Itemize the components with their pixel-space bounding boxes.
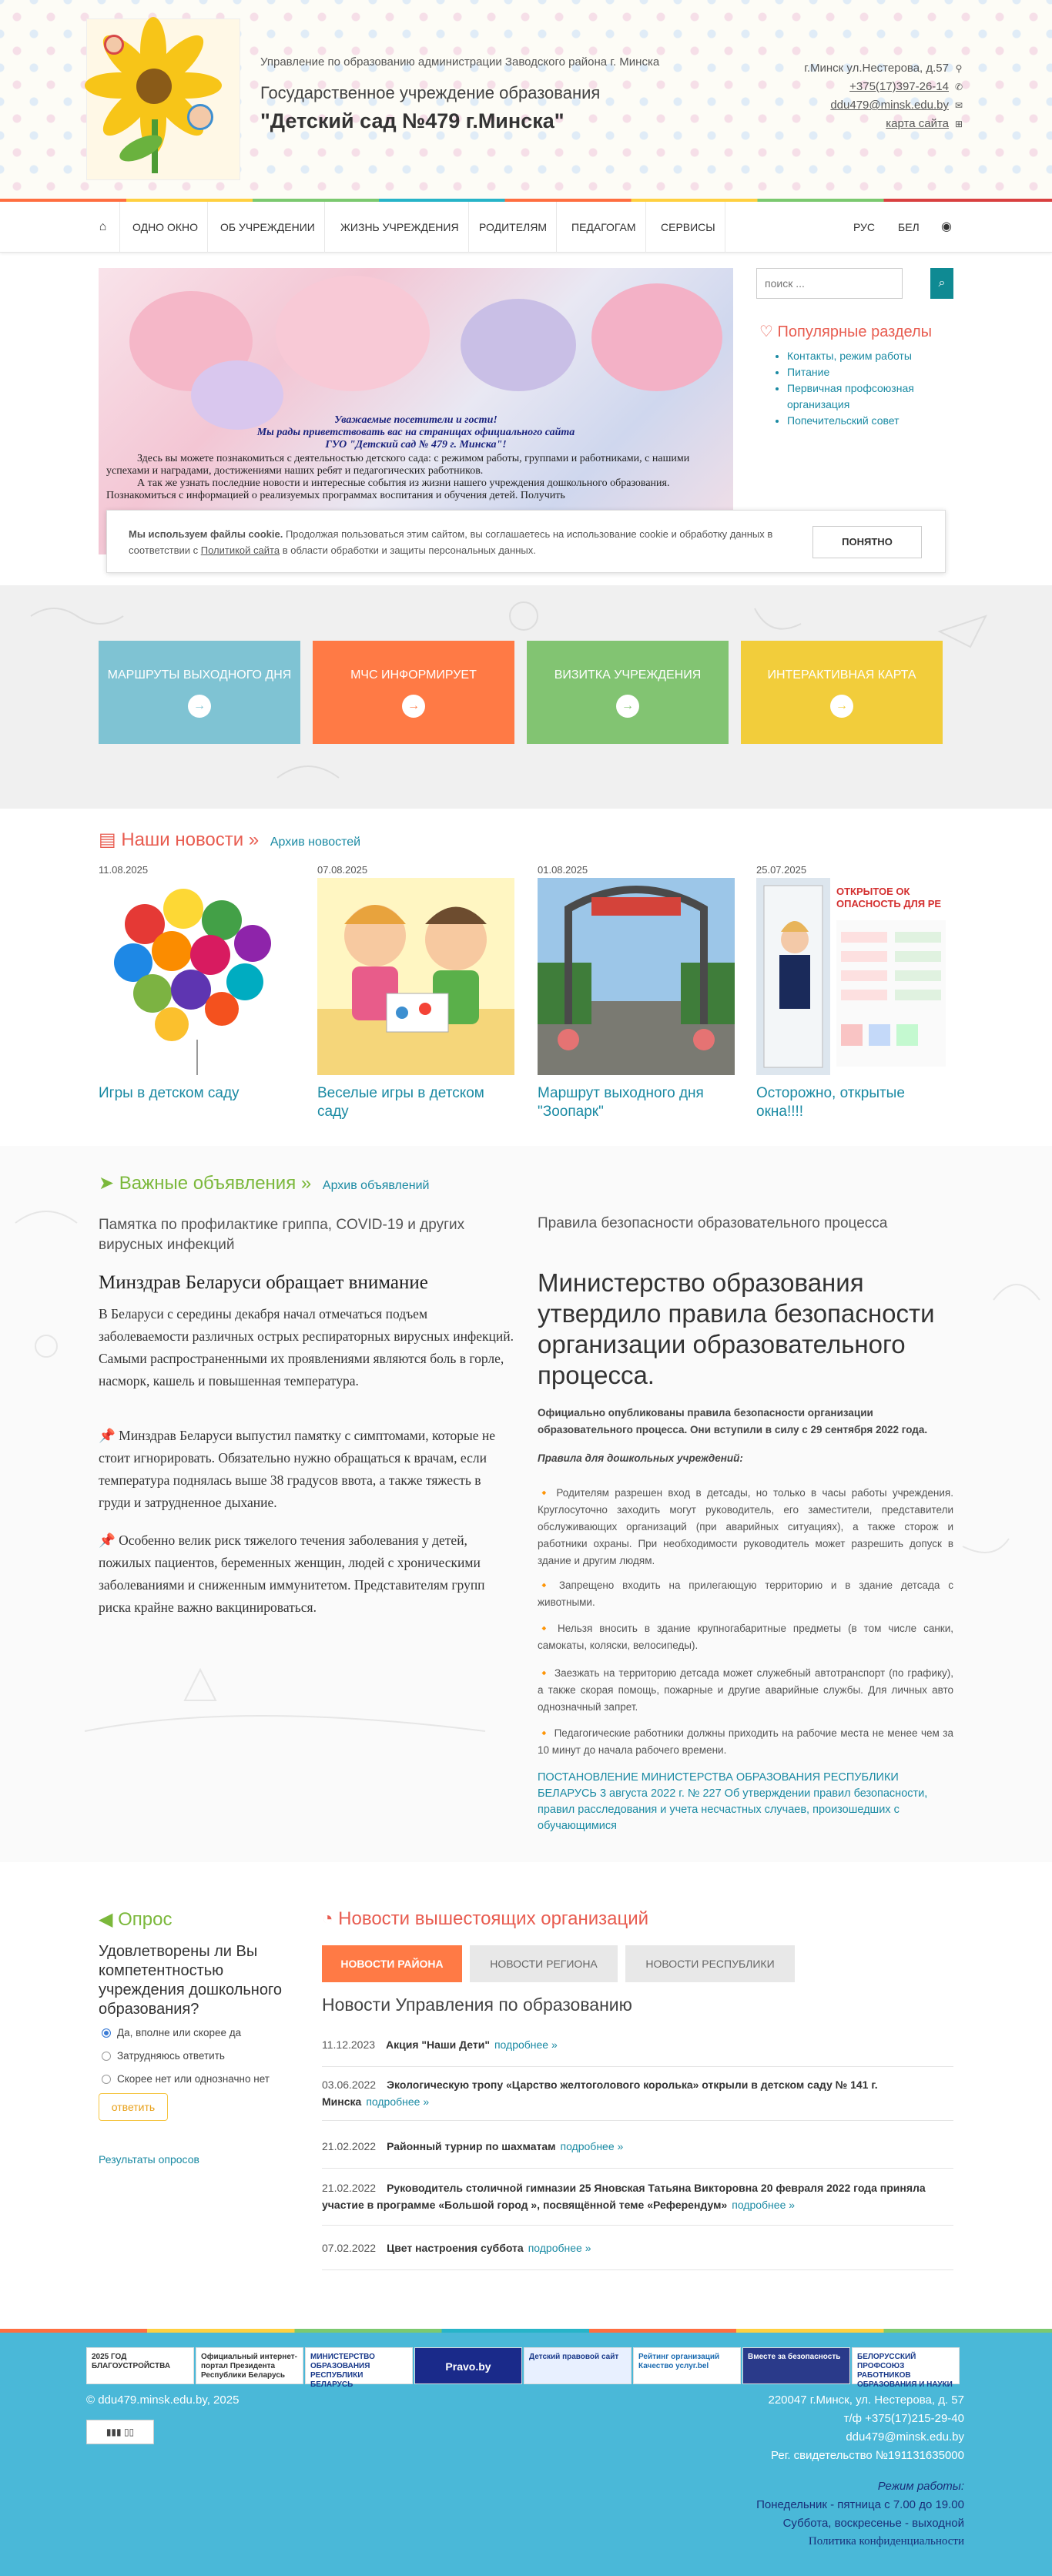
announcements-archive-link[interactable]: Архив объявлений (322, 1179, 430, 1192)
radio-checked[interactable] (102, 2028, 111, 2038)
footer-address: 220047 г.Минск, ул. Нестерова, д. 57 (768, 2393, 964, 2407)
poll-option-yes[interactable]: Да, вполне или скорее да (102, 2027, 241, 2038)
arrow-right-icon: → (188, 695, 211, 718)
eye-icon[interactable]: ◉ (941, 220, 952, 233)
announcement-flu-p1: В Беларуси с середины декабря начал отмечаться подъем заболеваемости различных острых респираторных вирусных инфекций. Самыми распространенными их проявлениями являются боль в горле, насморк, кашель и повышенная температура. (99, 1306, 514, 1388)
org-type: Государственное учреждение образования (260, 83, 601, 102)
megaphone-icon: ➤ (99, 1173, 119, 1194)
header-phone[interactable]: +375(17)397-26-14 ✆ (849, 80, 963, 93)
announcement-title-flu[interactable]: Памятка по профилактике гриппа, COVID-19 и других вирусных инфекций (99, 1217, 465, 1253)
popular-link-board[interactable]: • Попечительский совет (787, 413, 957, 429)
poll-question: Удовлетворены ли Вы компетентностью учреждения дошкольного образования? (99, 1943, 282, 2018)
block-business-card[interactable]: ВИЗИТКА УЧРЕЖДЕНИЯ → (527, 641, 729, 744)
bullet-icon: 🔸 (538, 1667, 552, 1679)
radio[interactable] (102, 2075, 111, 2084)
news-item[interactable] (99, 864, 296, 1101)
footer-color-stripe (0, 2329, 1052, 2333)
block-interactive-map[interactable]: ИНТЕРАКТИВНАЯ КАРТА → (741, 641, 943, 744)
cookie-accept-button[interactable]: ПОНЯТНО (812, 526, 922, 558)
poll-title: ◀ Опрос (99, 1909, 173, 1930)
radio[interactable] (102, 2052, 111, 2061)
poll-option-unsure[interactable]: Затрудняюсь ответить (102, 2050, 225, 2062)
megaphone-icon: ◀ (99, 1909, 119, 1930)
news-archive-link[interactable]: Архив новостей (270, 836, 361, 849)
footer-registration: Рег. свидетельство №191131635000 (771, 2449, 964, 2462)
nav-item-about[interactable]: ОБ УЧРЕЖДЕНИИ (211, 202, 325, 253)
poll-results-link[interactable]: Результаты опросов (99, 2153, 199, 2166)
news-title[interactable]: Веселые игры в детском саду (317, 1085, 484, 1120)
news-image-window-safety[interactable] (756, 878, 953, 1075)
window-banner-text: ОТКРЫТОЕ ОК ОПАСНОСТЬ ДЛЯ РЕ (836, 886, 942, 909)
popular-sections-title: ♡ Популярные разделы (759, 323, 933, 340)
bullet-icon: 🔸 (538, 1727, 551, 1739)
lang-ru[interactable]: РУС (853, 221, 876, 233)
popular-link-union[interactable]: • Первичная профсоюзная организация (787, 380, 957, 413)
org-news-subtitle: Новости Управления по образованию (322, 1995, 632, 2015)
news-title[interactable]: Маршрут выходного дня "Зоопарк" (538, 1085, 704, 1120)
banner-year[interactable]: 2025 ГОД БЛАГОУСТРОЙСТВА (86, 2347, 194, 2384)
safety-rule: 🔸 Педагогические работники должны приходить на рабочие места не менее чем за 10 минут до начала рабочего времени. (538, 1727, 954, 1756)
cookie-text: Мы используем файлы cookie. Продолжая пользоваться этим сайтом, вы соглашаетесь на использование cookie и обработку данных в соответствии с Политикой сайта в области обработки и защиты персональных данных. (129, 528, 773, 556)
more-link[interactable]: подробнее » (528, 2242, 591, 2254)
visit-counter: ▮▮▮ ▯▯ (86, 2420, 154, 2444)
bullet-icon: 🔸 (538, 1623, 555, 1634)
more-link[interactable]: подробнее » (494, 2038, 558, 2051)
banner-president[interactable]: Официальный интернет-портал Президента Республики Беларусь (196, 2347, 303, 2384)
header-sitemap[interactable]: карта сайта ⊞ (886, 117, 963, 130)
resolution-link[interactable]: ПОСТАНОВЛЕНИЕ МИНИСТЕРСТВА ОБРАЗОВАНИЯ РЕСПУБЛИКИ БЕЛАРУСЬ 3 августа 2022 г. № 227 Об утверждении правил безопасности, правил расследования и учета несчастных случаев, произошедших с обучающимися (538, 1771, 928, 1832)
news-date: 25.07.2025 (756, 864, 807, 876)
bullet-icon: 🔸 (538, 1487, 554, 1499)
safety-rule: 🔸 Запрещено входить на прилегающую территорию и в здание детсада с животными. (538, 1579, 953, 1608)
news-date: 11.08.2025 (99, 864, 149, 876)
org-news-row[interactable]: 07.02.2022 Цвет настроения суббота подробнее » (322, 2239, 953, 2270)
more-link[interactable]: подробнее » (732, 2199, 796, 2211)
sitemap-icon: ⊞ (954, 119, 963, 129)
site-header (0, 0, 1052, 199)
org-news-row[interactable]: 11.12.2023 Акция "Наши Дети" подробнее » (322, 2036, 953, 2067)
announcement-title-safety[interactable]: Правила безопасности образовательного процесса (538, 1215, 888, 1231)
org-news-row[interactable]: 21.02.2022 Районный турнир по шахматам подробнее » (322, 2138, 953, 2169)
rss-icon: ◔ (322, 1908, 339, 1929)
lightbulb-icon: ♡ (759, 323, 778, 340)
org-news-row[interactable]: 03.06.2022 Экологическую тропу «Царство желтоголового королька» открыли в детском саду № 141 г. Минска подробнее » (322, 2076, 953, 2121)
banner-kids-law[interactable]: Детский правовой сайт (524, 2347, 632, 2384)
footer-email[interactable]: ddu479@minsk.edu.by (846, 2430, 964, 2444)
arrow-right-icon: → (402, 695, 425, 718)
nav-item-single-window[interactable]: ОДНО ОКНО (123, 202, 208, 253)
search-icon[interactable]: ⌕ (930, 268, 953, 299)
safety-rule: 🔸 Заезжать на территорию детсада может служебный автотранспорт (по графику), а также скорая помощь, пожарные и другие аварийные службы. Для личных авто однозначный запрет. (538, 1667, 953, 1713)
banner-rating[interactable]: Рейтинг организаций Качество услуг.bel (633, 2347, 741, 2384)
tab-district-news[interactable]: НОВОСТИ РАЙОНА (322, 1945, 462, 1982)
news-image-balloons[interactable] (99, 878, 296, 1075)
lang-by[interactable]: БЕЛ (898, 221, 920, 233)
arrow-right-icon: → (616, 695, 639, 718)
announcement-flu-p2: 📌 Минздрав Беларуси выпустил памятку с симптомами, которые не стоит игнорировать. Обязательно нужно обращаться к врачам, если температура поднялась выше 38 градусов ввота, а также тяжесть в груди и затрудненное дыхание. (99, 1428, 496, 1510)
slider-greeting: Уважаемые посетители и гости! Мы рады приветствовать вас на страницах официального сайта ГУО "Детский сад № 479 г. Минска"! (256, 414, 575, 451)
org-name: "Детский сад №479 г.Минска" (260, 109, 565, 132)
map-pin-icon: ⚲ (955, 63, 963, 74)
announcement-flu-p3: 📌 Особенно велик риск тяжелого течения заболевания у детей, пожилых пациентов, беременных женщин, людей с хроническими заболеваниями и сниженным иммунитетом. Представителям групп риска крайне важно вакцинироваться. (99, 1533, 485, 1615)
site-footer (0, 2329, 1052, 2576)
org-news-title: ◔ Новости вышестоящих организаций (322, 1908, 649, 1929)
block-emergency-info[interactable]: МЧС ИНФОРМИРУЕТ → (313, 641, 514, 744)
news-date: 07.08.2025 (317, 864, 368, 876)
search-input[interactable] (756, 268, 903, 299)
privacy-policy-link[interactable]: Политика конфиденциальности (808, 2535, 964, 2548)
tab-region-news[interactable]: НОВОСТИ РЕГИОНА (470, 1945, 618, 1982)
popular-link-contacts[interactable]: • Контакты, режим работы (787, 348, 957, 364)
nav-item-teachers[interactable]: ПЕДАГОГАМ (562, 202, 646, 253)
site-logo[interactable] (86, 18, 240, 180)
news-title[interactable]: Осторожно, открытые окна!!!! (756, 1085, 905, 1120)
hours-weekdays: Понедельник - пятница с 7.00 до 19.00 (756, 2498, 964, 2511)
popular-sections-list (787, 348, 957, 429)
announcement-flu-heading: Минздрав Беларуси обращает внимание (99, 1272, 428, 1293)
news-item[interactable] (756, 864, 953, 1120)
envelope-icon: ✉ (954, 100, 963, 111)
nav-item-services[interactable]: СЕРВИСЫ (652, 202, 725, 253)
news-image-kids-drawing[interactable] (317, 878, 514, 1075)
announcement-safety-lead: Официально опубликованы правила безопасности организации образовательного процесса. Они вступили в силу с 29 сентября 2022 года. (538, 1407, 928, 1435)
newspaper-icon: ▤ (99, 829, 122, 850)
news-image-zoo-gate[interactable] (538, 878, 735, 1075)
hours-weekend: Суббота, воскресенье - выходной (782, 2517, 964, 2530)
bullet-icon: 🔸 (538, 1579, 556, 1591)
header-address: г.Минск ул.Нестерова, д.57 ⚲ (804, 62, 964, 75)
more-link[interactable]: подробнее » (366, 2095, 430, 2108)
safety-rule: 🔸 Родителям разрешен вход в детсады, но только в часы работы учреждения. Круглосуточно заходить могут руководитель, его заместители, представители обслуживающих организаций (при аварийных ситуациях), а также сторож и работники охраны. При необходимости руководитель может разрешить допуск в здание и другим людям. (538, 1487, 953, 1566)
arrow-right-icon: → (830, 695, 853, 718)
news-date: 01.08.2025 (538, 864, 588, 876)
footer-phone[interactable]: т/ф +375(17)215-29-40 (843, 2412, 964, 2425)
nav-item-life[interactable]: ЖИЗНЬ УЧРЕЖДЕНИЯ (331, 202, 469, 253)
poll-option-no[interactable]: Скорее нет или однозначно нет (102, 2073, 270, 2085)
news-item[interactable] (317, 864, 514, 1120)
popular-link-food[interactable]: • Питание (787, 364, 957, 380)
parent-org-name: Управление по образованию администрации Заводского района г. Минска (260, 55, 660, 69)
tab-republic-news[interactable]: НОВОСТИ РЕСПУБЛИКИ (625, 1945, 795, 1982)
banner-safety[interactable]: Вместе за безопасность (742, 2347, 850, 2384)
main-nav (0, 202, 1052, 253)
safety-rule: 🔸 Нельзя вносить в здание крупногабаритные предметы (в том числе санки, самокаты, коляски, велосипеды). (538, 1623, 953, 1651)
nav-item-parents[interactable]: РОДИТЕЛЯМ (470, 202, 557, 253)
cookie-policy-link[interactable]: Политикой сайта (200, 544, 280, 556)
poll-submit-button[interactable]: ответить (99, 2093, 168, 2121)
announcement-safety-subtitle: Правила для дошкольных учреждений: (538, 1452, 743, 1464)
banner-union[interactable]: БЕЛОРУССКИЙ ПРОФСОЮЗ РАБОТНИКОВ ОБРАЗОВАНИЯ И НАУКИ (852, 2347, 960, 2384)
cookie-banner (106, 510, 946, 573)
announcement-safety-heading: Министерство образования утвердило правила безопасности организации образовательного процесса. (538, 1268, 935, 1389)
more-link[interactable]: подробнее » (560, 2140, 624, 2152)
news-item[interactable] (538, 864, 735, 1120)
phone-icon: ✆ (954, 82, 963, 92)
banner-ministry[interactable]: МИНИСТЕРСТВО ОБРАЗОВАНИЯ РЕСПУБЛИКИ БЕЛАРУСЬ (305, 2347, 413, 2384)
news-section-title: ▤ Наши новости » Архив новостей (99, 829, 361, 850)
announcements-title: ➤ Важные объявления » Архив объявлений (99, 1173, 430, 1194)
news-title[interactable]: Игры в детском саду (99, 1085, 240, 1101)
banner-pravo[interactable]: Pravo.by (414, 2347, 522, 2384)
hours-title: Режим работы: (877, 2480, 964, 2493)
org-news-row[interactable]: 21.02.2022 Руководитель столичной гимназии 25 Яновская Татьяна Викторовна 20 февраля 2022 года приняла участие в программе «Большой город », посвящённой теме «Референдум» подробнее » (322, 2179, 953, 2226)
slider-body: Здесь вы можете познакомиться с деятельностью детского сада: с режимом работы, группами и работниками, с нашими успехами и наградами, достижениями наших ребят и педагогических работников. А так же узнать последние новости и интересные события из жизни нашего учреждения дошкольного образования. Познакомиться с информацией о реализуемых программах воспитания и обучения детей. Получить (106, 453, 690, 501)
block-weekend-routes[interactable]: МАРШРУТЫ ВЫХОДНОГО ДНЯ → (99, 641, 300, 744)
home-icon[interactable]: ⌂ (86, 202, 120, 253)
copyright: © ddu479.minsk.edu.by, 2025 (86, 2393, 240, 2407)
header-email[interactable]: ddu479@minsk.edu.by ✉ (830, 99, 963, 112)
